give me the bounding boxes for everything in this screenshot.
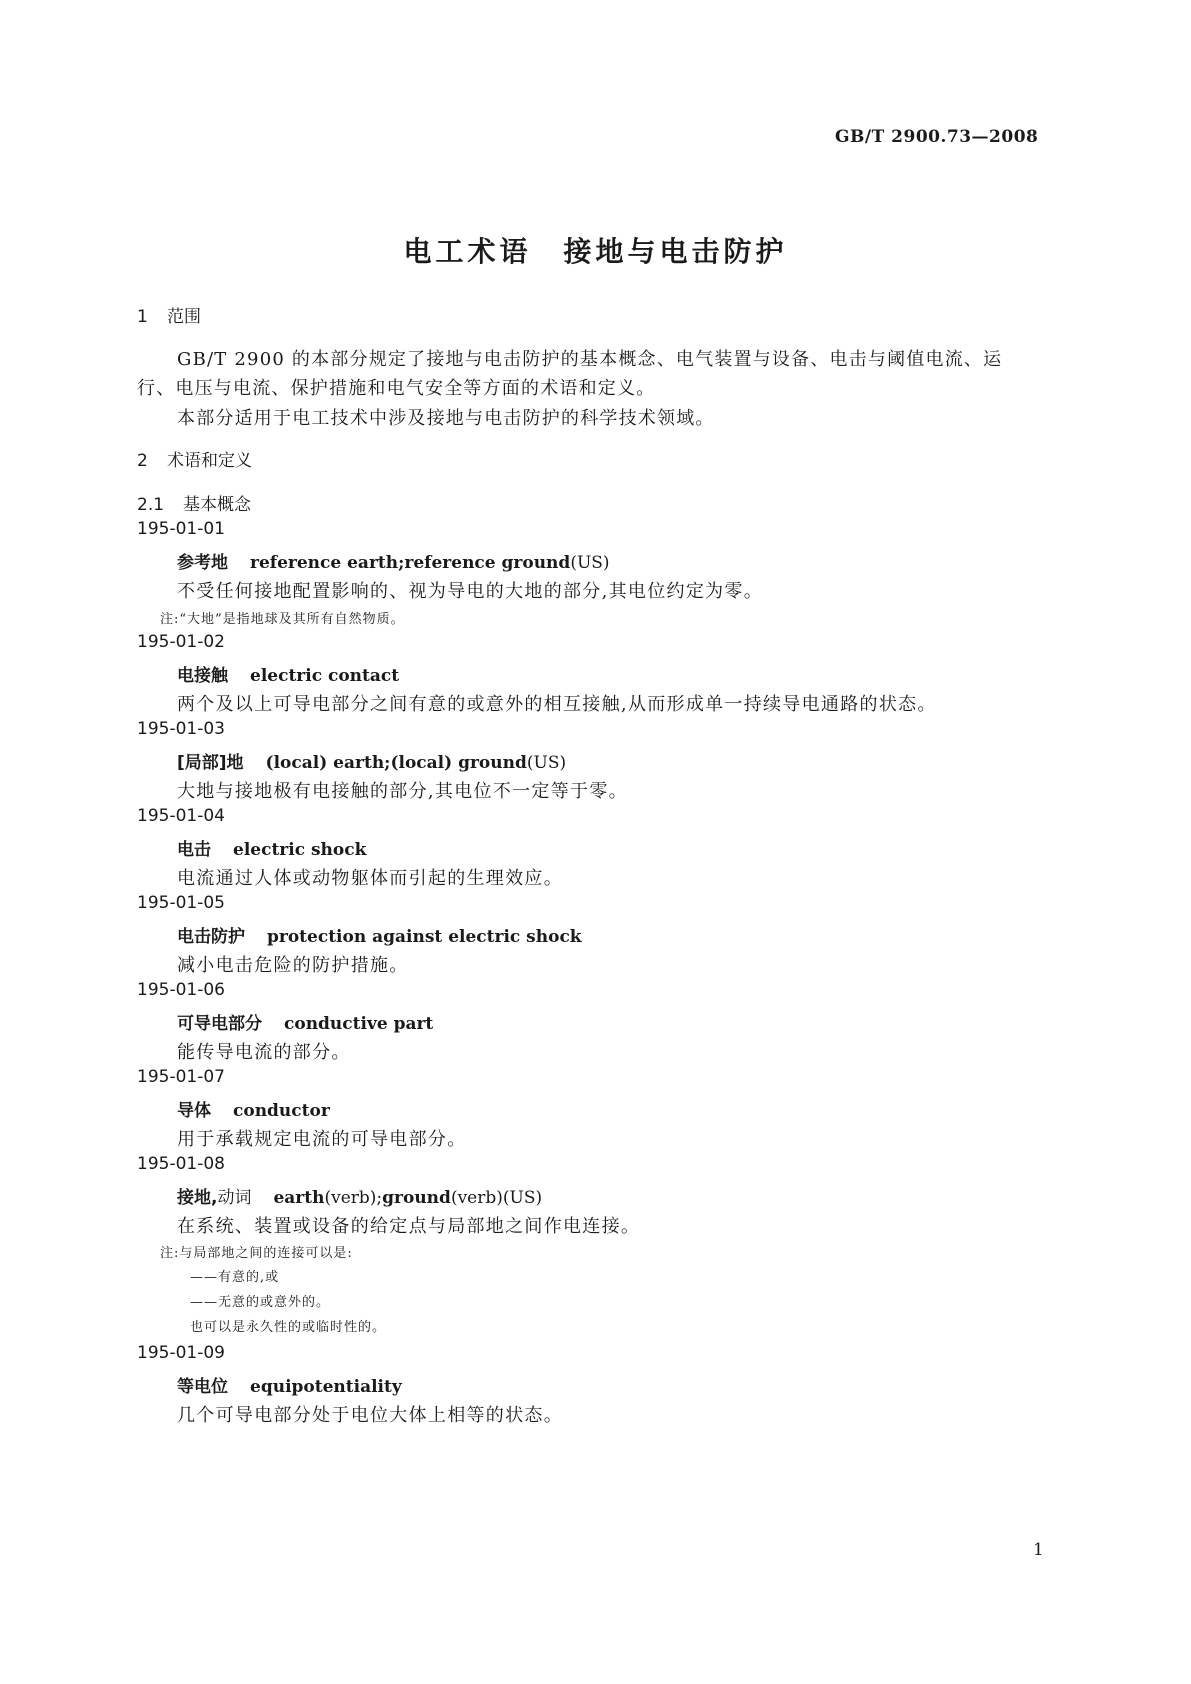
term-en: electric shock	[233, 840, 367, 860]
term-id: 195-01-06	[137, 980, 225, 1000]
term-en-alt-qualifier: (verb)(US)	[450, 1188, 543, 1208]
subsection-2-1-heading	[137, 490, 251, 515]
term-id: 195-01-02	[137, 632, 225, 652]
term-en: equipotentiality	[250, 1377, 402, 1397]
term-zh: 接地,	[177, 1188, 218, 1208]
term-en: (local) earth;(local) ground	[265, 753, 527, 773]
term-en: reference earth;reference ground	[250, 553, 571, 573]
term-heading	[177, 1096, 330, 1121]
term-heading	[177, 1183, 542, 1208]
term-heading	[177, 1009, 433, 1034]
term-en: earth	[273, 1188, 325, 1208]
term-id: 195-01-07	[137, 1067, 225, 1087]
term-en-alt: ground	[382, 1188, 451, 1208]
term-en-qualifier: (verb);	[324, 1188, 383, 1208]
term-note-line: ——无意的或意外的。	[190, 1295, 331, 1310]
term-en: protection against electric shock	[267, 927, 582, 947]
scope-paragraph-line-2: 行、电压与电流、保护措施和电气安全等方面的术语和定义。	[137, 378, 656, 399]
term-note-line: 注:与局部地之间的连接可以是:	[160, 1246, 353, 1261]
term-en: conductive part	[284, 1014, 434, 1034]
section-title: 术语和定义	[167, 451, 252, 471]
section-number: 1	[137, 307, 148, 327]
term-note-line: ——有意的,或	[190, 1270, 280, 1285]
term-en: electric contact	[250, 666, 400, 686]
standard-code: GB/T 2900.73—2008	[835, 127, 1039, 147]
term-id: 195-01-05	[137, 893, 225, 913]
section-2-heading	[137, 446, 252, 471]
section-title: 范围	[167, 307, 201, 327]
term-heading	[177, 661, 399, 686]
term-zh: 电击防护	[177, 927, 245, 947]
term-zh: 导体	[177, 1101, 211, 1121]
term-zh: 等电位	[177, 1377, 228, 1397]
term-definition: 在系统、装置或设备的给定点与局部地之间作电连接。	[177, 1216, 641, 1237]
term-definition: 不受任何接地配置影响的、视为导电的大地的部分,其电位约定为零。	[177, 581, 764, 602]
term-definition: 能传导电流的部分。	[177, 1042, 351, 1063]
term-en: conductor	[233, 1101, 330, 1121]
term-id: 195-01-04	[137, 806, 225, 826]
section-number: 2	[137, 451, 148, 471]
term-pos: 动词	[217, 1188, 252, 1208]
term-heading	[177, 748, 566, 773]
subsection-number: 2.1	[137, 495, 165, 515]
term-definition: 减小电击危险的防护措施。	[177, 955, 409, 976]
subsection-title: 基本概念	[183, 495, 251, 515]
page-number: 1	[1033, 1540, 1044, 1560]
term-id: 195-01-09	[137, 1343, 225, 1363]
term-zh: 电接触	[177, 666, 228, 686]
term-en-suffix: (US)	[526, 753, 567, 773]
term-note-line: 也可以是永久性的或临时性的。	[190, 1320, 387, 1335]
term-heading	[177, 922, 582, 947]
term-en-suffix: (US)	[570, 553, 610, 573]
term-definition: 用于承载规定电流的可导电部分。	[177, 1129, 467, 1150]
term-zh: 可导电部分	[177, 1014, 262, 1034]
term-heading	[177, 548, 610, 573]
term-definition: 电流通过人体或动物躯体而引起的生理效应。	[177, 868, 563, 889]
term-heading	[177, 1372, 402, 1397]
term-heading	[177, 835, 366, 860]
term-zh: [局部]地	[177, 753, 244, 773]
term-definition: 几个可导电部分处于电位大体上相等的状态。	[177, 1405, 563, 1426]
scope-paragraph-2: 本部分适用于电工技术中涉及接地与电击防护的科学技术领域。	[177, 408, 715, 429]
term-definition: 两个及以上可导电部分之间有意的或意外的相互接触,从而形成单一持续导电通路的状态。	[177, 694, 937, 715]
scope-paragraph-line-1: GB/T 2900 的本部分规定了接地与电击防护的基本概念、电气装置与设备、电击与阈值电流、运	[177, 349, 1003, 370]
term-zh: 电击	[177, 840, 211, 860]
term-id: 195-01-08	[137, 1154, 225, 1174]
term-note: 注:“大地”是指地球及其所有自然物质。	[160, 612, 405, 627]
term-id: 195-01-01	[137, 519, 225, 539]
term-id: 195-01-03	[137, 719, 225, 739]
term-definition: 大地与接地极有电接触的部分,其电位不一定等于零。	[177, 781, 628, 802]
page-title: 电工术语 接地与电击防护	[403, 235, 788, 268]
term-zh: 参考地	[177, 553, 228, 573]
section-1-heading	[137, 302, 201, 327]
